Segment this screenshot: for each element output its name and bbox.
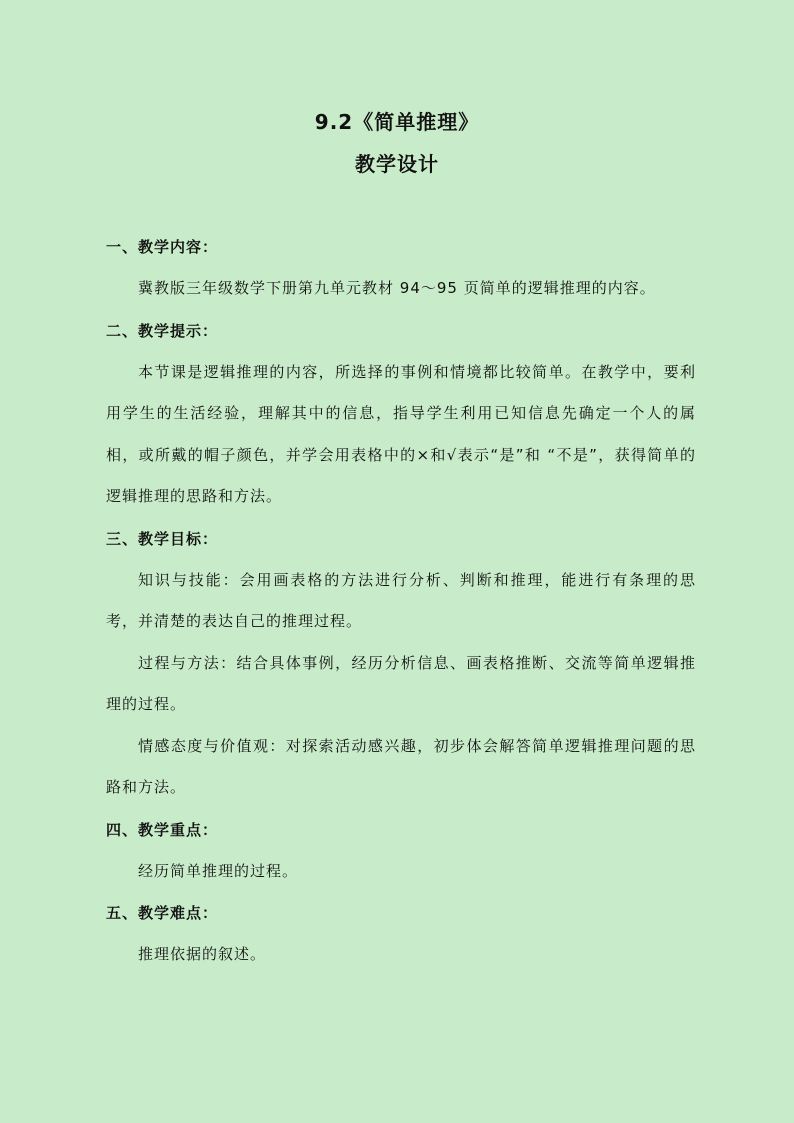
section-key-points [106, 809, 696, 893]
section-teaching-goals [106, 518, 696, 809]
section-heading: 一、教学内容： [106, 238, 219, 256]
section-heading: 五、教学难点： [106, 904, 219, 922]
section-difficulties [106, 892, 696, 976]
section-heading: 二、教学提示： [106, 321, 219, 340]
section-paragraph: 本节课是逻辑推理的内容，所选择的事例和情境都比较简单。在教学中，要利用学生的生活经验，理解其中的信息，指导学生利用已知信息先确定一个人的属相，或所戴的帽子颜色，并学会用表格中的×和√表示“是”和 “不是”，获得简单的逻辑推理的思路和方法。 [106, 362, 696, 505]
section-paragraph: 过程与方法：结合具体事例，经历分析信息、画表格推断、交流等简单逻辑推理的过程。 [106, 653, 696, 713]
document-subtitle: 教学设计 [355, 152, 439, 176]
section-paragraph: 情感态度与价值观：对探索活动感兴趣，初步体会解答简单逻辑推理问题的思路和方法。 [106, 736, 696, 796]
section-paragraph: 经历简单推理的过程。 [138, 861, 299, 880]
section-teaching-content [106, 226, 696, 310]
section-paragraph: 知识与技能：会用画表格的方法进行分析、判断和推理，能进行有条理的思考，并清楚的表达自己的推理过程。 [106, 570, 696, 630]
document-body [106, 226, 696, 976]
section-heading: 三、教学目标： [106, 529, 219, 548]
section-heading: 四、教学重点： [106, 820, 219, 839]
section-teaching-tips [106, 310, 696, 518]
section-paragraph: 推理依据的叙述。 [138, 945, 267, 963]
document-title: 9.2《简单推理》 [314, 110, 480, 134]
section-paragraph: 冀教版三年级数学下册第九单元教材 94～95 页简单的逻辑推理的内容。 [138, 279, 656, 297]
